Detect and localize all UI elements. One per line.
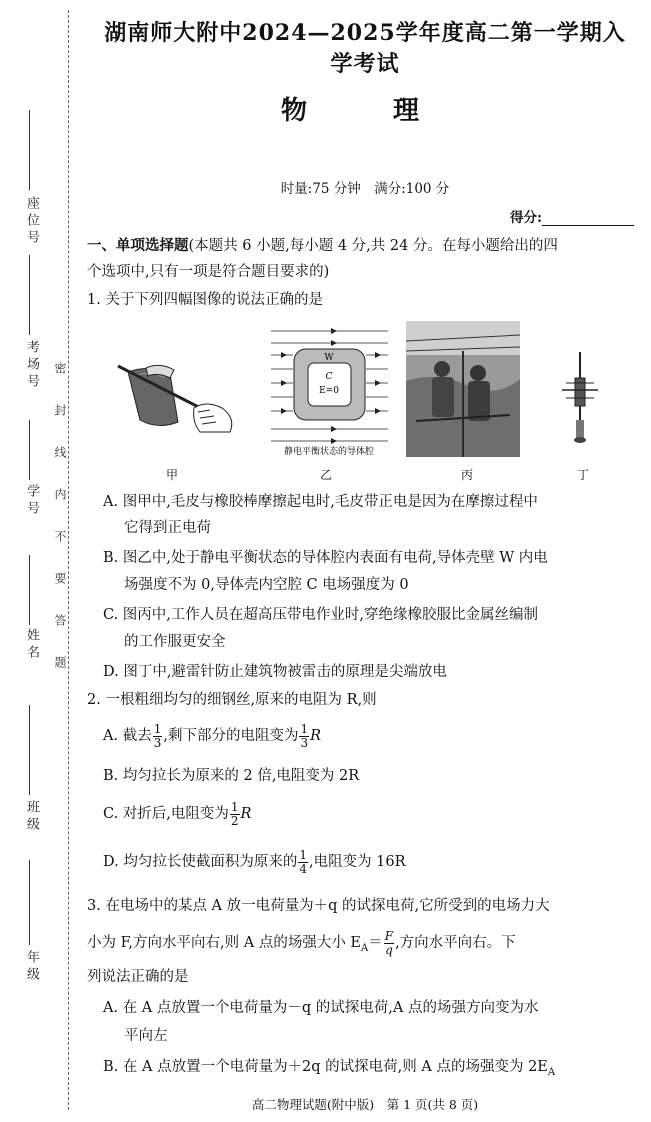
- seal-notice: 密封线内不要答题: [53, 362, 67, 698]
- fig-yi-caption-text: 静电平衡状态的导体腔: [283, 447, 375, 457]
- subject-title: 物 理: [280, 96, 449, 126]
- exam-title: 湖南师大附中2024—2025学年度高二第一学期入学考试: [104, 20, 626, 77]
- fig-yi-w-label: W: [324, 353, 334, 363]
- student-id-label: 学号: [24, 484, 39, 518]
- caption-jia: 甲: [165, 468, 178, 482]
- q1-option-a-line2: 它得到正电荷: [124, 520, 211, 536]
- q3-stem-line1: 3. 在电场中的某点 A 放一电荷量为＋q 的试探电荷,它所受到的电场力大: [87, 898, 550, 914]
- figure-ding-lightning-rod: [560, 350, 600, 445]
- exam-room-blank: [29, 255, 30, 335]
- fraction-one-third-b: $\frac{1}{3}$: [300, 721, 309, 750]
- q2-option-d: [103, 848, 406, 876]
- section-heading: [87, 236, 558, 256]
- q1-stem: 1. 关于下列四幅图像的说法正确的是: [87, 292, 323, 308]
- name-blank: [29, 555, 30, 625]
- q2-a-end: R: [310, 728, 322, 744]
- fraction-one-quarter: $\frac{1}{4}$: [299, 847, 307, 876]
- name-label: 姓名: [24, 628, 39, 662]
- q3-stem2-eq: ＝: [368, 935, 383, 951]
- q2-d-end: ,电阻变为 16R: [308, 854, 406, 870]
- caption-ding: 丁: [576, 468, 589, 482]
- q2-a-pre: A. 截去: [103, 728, 152, 744]
- seat-number-label: 座位号: [24, 196, 39, 247]
- figure-bing-live-line-work-photo: [406, 321, 520, 457]
- score-blank: [542, 211, 634, 226]
- q3-stem-line3: 列说法正确的是: [87, 969, 189, 985]
- fig-yi-c-label: C: [325, 372, 333, 382]
- q1-option-c-line1: C. 图丙中,工作人员在超高压带电作业时,穿绝缘橡胶服比金属丝编制: [103, 607, 539, 623]
- fraction-f-over-q: $\frac{F}{q}$: [384, 928, 394, 957]
- caption-yi: 乙: [319, 468, 332, 482]
- q2-a-mid: ,剩下部分的电阻变为: [163, 728, 299, 744]
- caption-bing: 丙: [460, 468, 473, 482]
- score-field: [510, 206, 634, 226]
- grade-label: 年级: [24, 950, 39, 984]
- q2-option-b: B. 均匀拉长为原来的 2 倍,电阻变为 2R: [103, 768, 360, 784]
- time-score-info: 时量:75 分钟 满分:100 分: [280, 181, 450, 197]
- seat-number-blank: [29, 110, 30, 190]
- q3-stem-line2: [87, 928, 516, 964]
- fraction-one-half: $\frac{1}{2}$: [230, 799, 239, 828]
- fig-yi-e-label: E=0: [319, 386, 339, 396]
- q3-stem2-end: ,方向水平向右。下: [395, 935, 516, 951]
- q1-option-a-line1: A. 图甲中,毛皮与橡胶棒摩擦起电时,毛皮带正电是因为在摩擦过程中: [103, 494, 538, 510]
- student-id-blank: [29, 420, 30, 480]
- q2-d-pre: D. 均匀拉长使截面积为原来的: [103, 854, 298, 870]
- q3-option-a-line2: 平向左: [124, 1028, 168, 1044]
- q3-b-pre: B. 在 A 点放置一个电荷量为＋2q 的试探电荷,则 A 点的场强变为 2E: [103, 1059, 548, 1075]
- q3-stem2-pre: 小为 F,方向水平向右,则 A 点的场强大小 E: [87, 935, 362, 951]
- q2-stem: 2. 一根粗细均匀的细钢丝,原来的电阻为 R,则: [87, 692, 377, 708]
- figure-yi-conductor-cavity: [267, 323, 392, 458]
- q2-c-end: R: [240, 806, 252, 822]
- exam-room-label: 考场号: [24, 340, 39, 391]
- q3-option-b: [103, 1057, 555, 1083]
- score-label: 得分:: [510, 210, 542, 226]
- q1-option-b-line2: 场强度不为 0,导体壳内空腔 C 电场强度为 0: [124, 577, 409, 593]
- fraction-one-third-a: $\frac{1}{3}$: [153, 721, 162, 750]
- q1-option-d: D. 图丁中,避雷针防止建筑物被雷击的原理是尖端放电: [103, 664, 447, 680]
- page-footer: 高二物理试题(附中版) 第 1 页(共 8 页): [251, 1097, 479, 1112]
- q3-b-sub: A: [547, 1066, 556, 1078]
- section-desc-1: (本题共 6 小题,每小题 4 分,共 24 分。在每小题给出的四: [188, 238, 558, 254]
- grade-blank: [29, 860, 30, 945]
- q2-option-c: [103, 800, 251, 828]
- section-title: 一、单项选择题: [87, 237, 189, 254]
- q3-option-a-line1: A. 在 A 点放置一个电荷量为－q 的试探电荷,A 点的场强方向变为水: [103, 1000, 539, 1016]
- class-label: 班级: [24, 800, 39, 834]
- q1-option-b-line1: B. 图乙中,处于静电平衡状态的导体腔内表面有电荷,导体壳壁 W 内电: [103, 550, 548, 566]
- q2-c-pre: C. 对折后,电阻变为: [103, 806, 229, 822]
- class-blank: [29, 705, 30, 795]
- section-desc-2: 个选项中,只有一项是符合题目要求的): [87, 264, 330, 280]
- q1-option-c-line2: 的工作服更安全: [124, 634, 226, 650]
- q3-stem2-sub: A: [361, 942, 369, 954]
- q2-option-a: [103, 722, 321, 750]
- figure-jia-rubbing: [110, 360, 240, 440]
